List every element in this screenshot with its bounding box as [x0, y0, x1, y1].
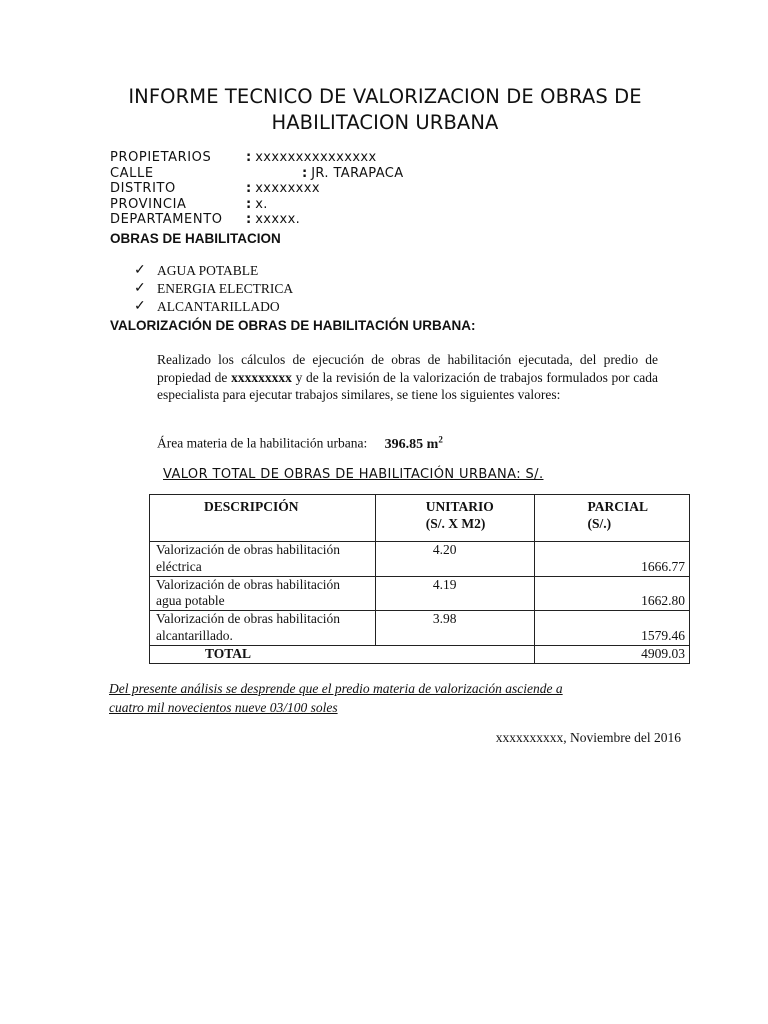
header-parcial — [534, 495, 690, 542]
valorization-table — [149, 494, 690, 664]
list-item — [134, 280, 293, 298]
info-colon: : — [246, 150, 252, 165]
info-value: x. — [255, 196, 268, 212]
header-parcial-line-1: PARCIAL — [587, 499, 648, 514]
desc-line-1: Valorización de obras habilitación — [156, 542, 341, 557]
table-row — [150, 542, 690, 577]
info-label: PROVINCIA — [110, 196, 187, 212]
obra-label: AGUA POTABLE — [157, 263, 259, 278]
table-row — [150, 576, 690, 611]
info-row-propietarios — [110, 150, 404, 166]
row-description — [150, 576, 376, 611]
row-unitario: 4.20 — [375, 542, 534, 577]
title-line-2: HABILITACION URBANA — [271, 111, 499, 134]
row-description — [150, 611, 376, 646]
total-label: TOTAL — [150, 645, 535, 663]
header-unitario — [375, 495, 534, 542]
date-line: xxxxxxxxxx, Noviembre del 2016 — [495, 730, 681, 745]
property-info — [110, 150, 404, 228]
table-total-row — [150, 645, 690, 663]
row-parcial: 1662.80 — [534, 576, 690, 611]
info-row-provincia — [110, 197, 404, 213]
valorizacion-heading: VALORIZACIÓN DE OBRAS DE HABILITACIÓN URBANA: — [110, 318, 476, 333]
info-row-calle — [110, 166, 404, 182]
body-paragraph — [157, 351, 658, 404]
header-parcial-line-2: (S/.) — [587, 515, 612, 531]
obras-checklist — [134, 262, 293, 316]
checkmark-icon: ✓ — [134, 299, 146, 314]
table-row — [150, 611, 690, 646]
area-line — [157, 434, 443, 453]
info-colon: : — [246, 212, 252, 228]
info-colon: : — [246, 196, 252, 212]
info-row-distrito — [110, 181, 404, 197]
area-label: Área materia de la habilitación urbana: — [157, 435, 368, 451]
info-label: CALLE — [110, 165, 154, 181]
header-unitario-line-2: (S/. X M2) — [425, 515, 486, 531]
conclusion-line-1: Del presente análisis se desprende que el predio materia de valorización asciende a — [109, 681, 563, 696]
title-line-1: INFORME TECNICO DE VALORIZACION DE OBRAS DE — [128, 85, 642, 108]
list-item — [134, 262, 293, 280]
obras-heading: OBRAS DE HABILITACION — [110, 231, 281, 246]
table-header-row — [150, 495, 690, 542]
row-unitario: 4.19 — [375, 576, 534, 611]
checkmark-icon: ✓ — [134, 263, 146, 278]
header-unitario-line-1: UNITARIO — [425, 499, 494, 514]
info-value: xxxxxxxxxxxxxxx — [255, 150, 377, 165]
info-value: xxxxxxxx — [255, 181, 320, 197]
desc-line-2: alcantarillado. — [156, 627, 233, 643]
obra-label: ALCANTARILLADO — [157, 299, 280, 314]
list-item — [134, 298, 293, 316]
info-row-departamento — [110, 212, 404, 228]
desc-line-1: Valorización de obras habilitación — [156, 611, 341, 627]
info-label: PROPIETARIOS — [110, 150, 212, 165]
desc-line-2: agua potable — [156, 593, 225, 609]
document-title — [70, 84, 700, 136]
area-number: 396.85 m — [384, 436, 439, 452]
info-value: xxxxx. — [255, 212, 301, 228]
area-value — [384, 434, 443, 452]
total-heading: VALOR TOTAL DE OBRAS DE HABILITACIÓN URBANA: S/. — [163, 467, 544, 482]
desc-line-2: eléctrica — [156, 558, 202, 574]
row-description — [150, 542, 376, 577]
owner-placeholder: xxxxxxxxx — [231, 369, 292, 385]
info-colon: : — [246, 181, 252, 197]
area-exponent: 2 — [438, 434, 443, 444]
conclusion — [109, 679, 669, 717]
info-value: JR. TARAPACA — [311, 165, 404, 181]
conclusion-line-2: cuatro mil novecientos nueve 03/100 soles — [109, 700, 338, 715]
total-value: 4909.03 — [534, 645, 690, 663]
row-unitario: 3.98 — [375, 611, 534, 646]
row-parcial: 1579.46 — [534, 611, 690, 646]
info-colon: : — [302, 165, 308, 181]
paragraph-text-start: Realizado los cálculos de ejecución de obras de habilitación ejecutada, del predio de propiedad de — [157, 352, 658, 385]
desc-line-1: Valorización de obras habilitación — [156, 576, 341, 592]
paragraph-text-end: y de la revisión de la valorización de trabajos formulados por cada especialista para ejecutar trabajos similares, se tiene los siguientes valores: — [157, 369, 658, 402]
info-label: DISTRITO — [110, 181, 176, 197]
header-descripcion: DESCRIPCIÓN — [150, 495, 376, 542]
row-parcial: 1666.77 — [534, 542, 690, 577]
checkmark-icon: ✓ — [134, 281, 146, 296]
info-label: DEPARTAMENTO — [110, 212, 223, 228]
obra-label: ENERGIA ELECTRICA — [157, 281, 294, 296]
